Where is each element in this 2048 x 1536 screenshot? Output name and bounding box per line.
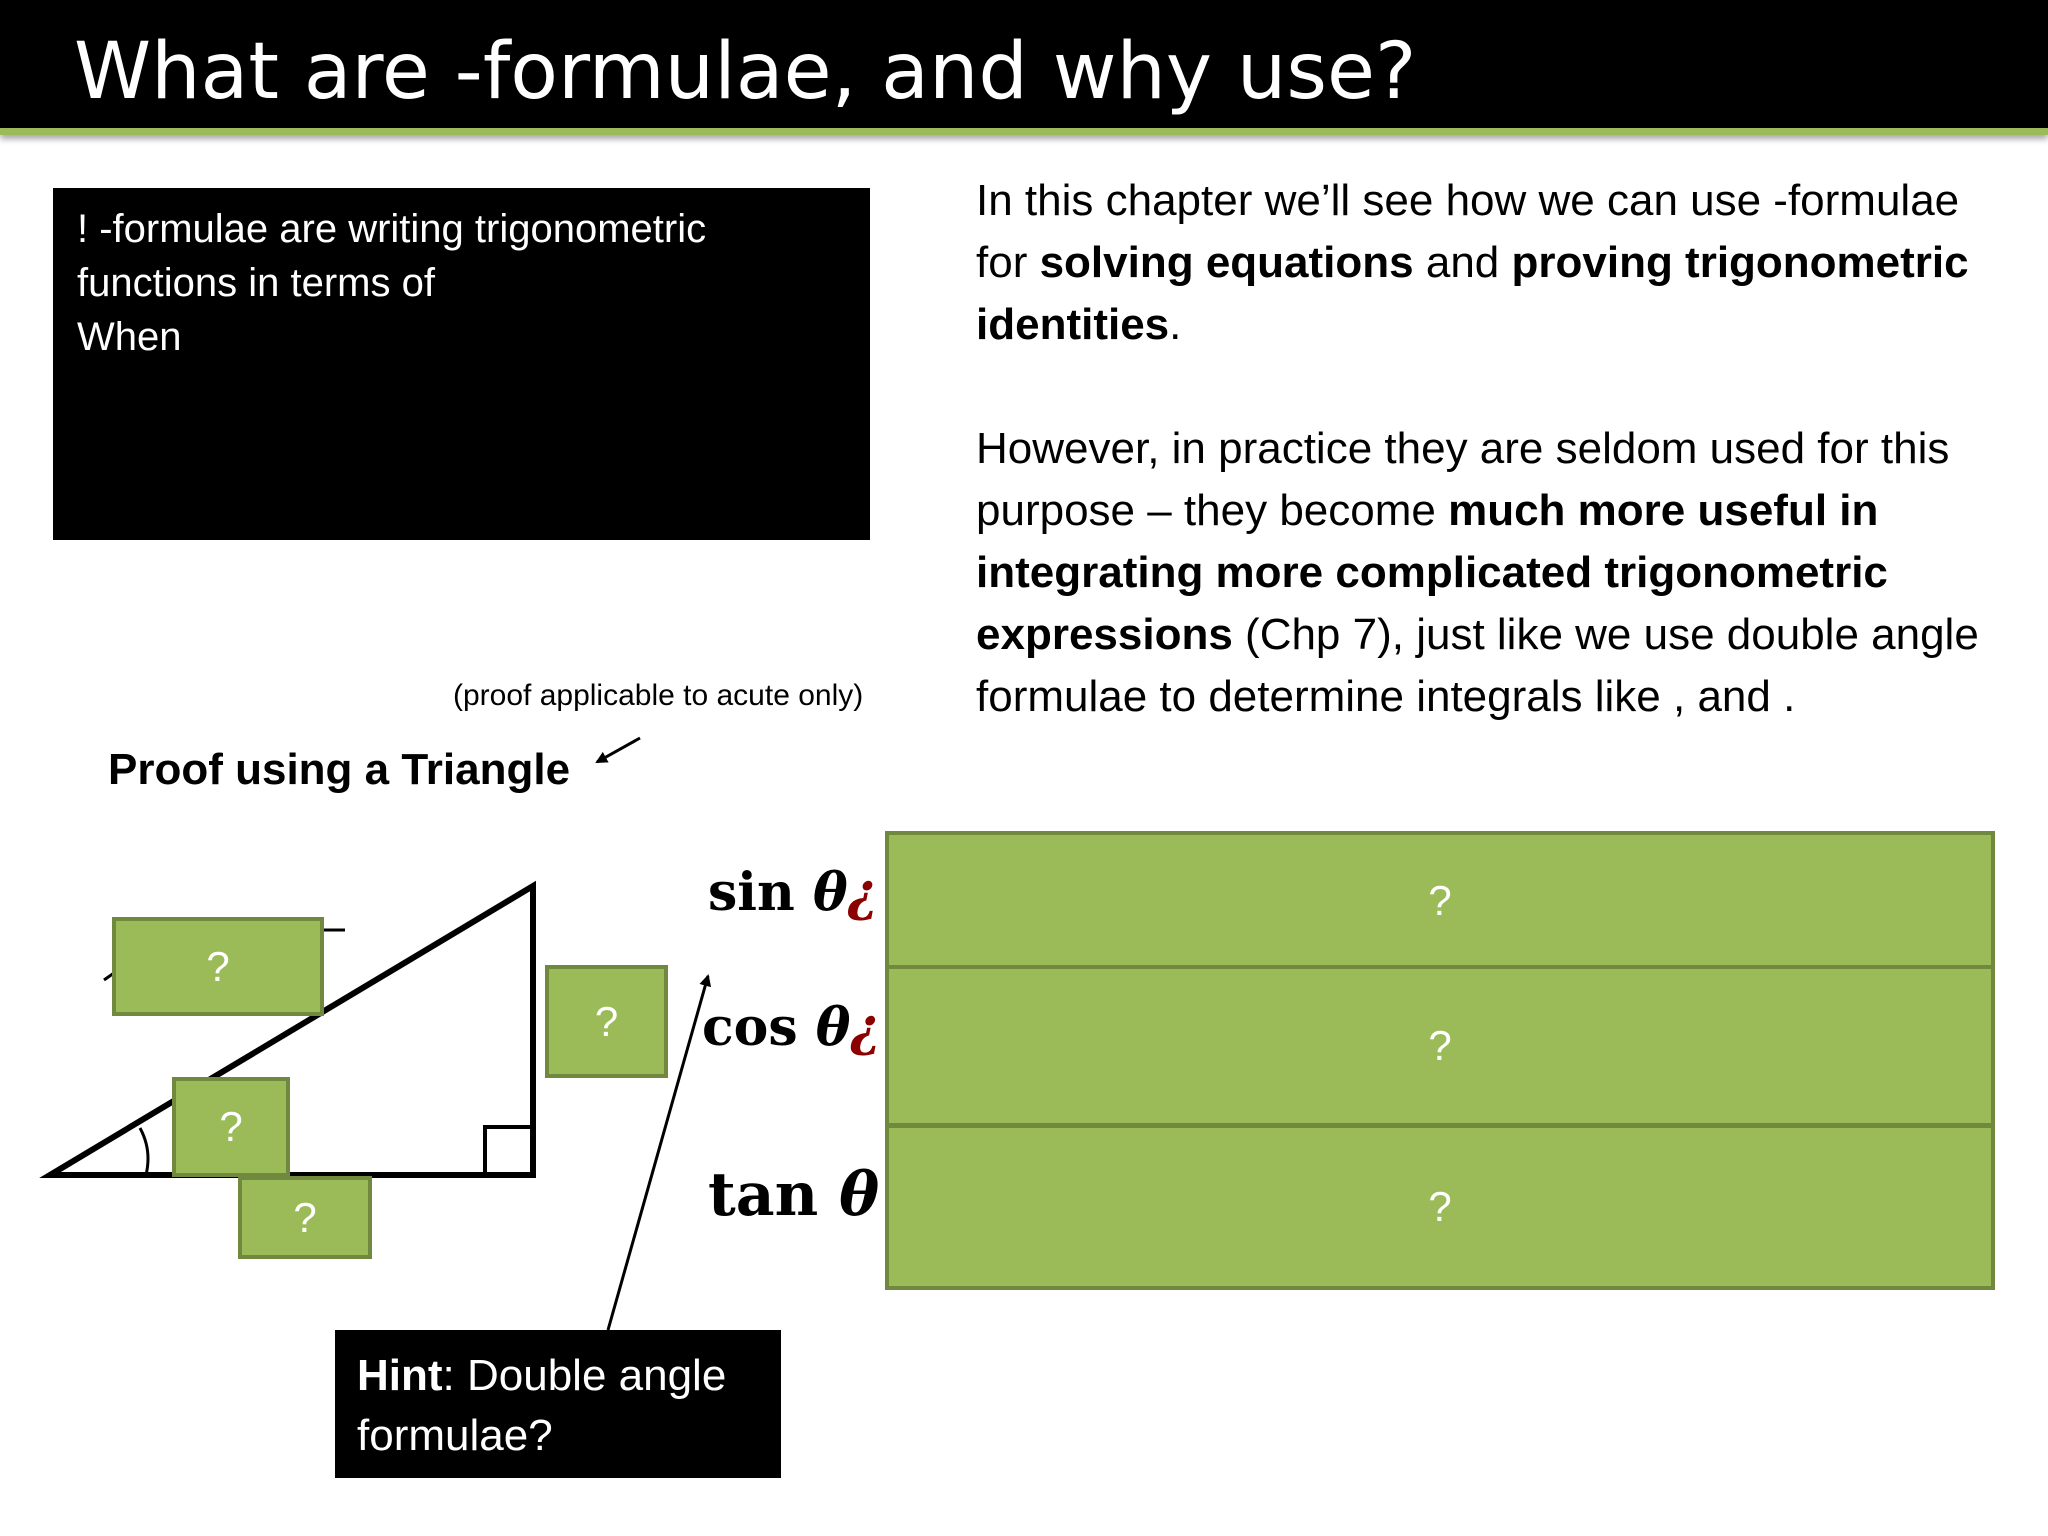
intro-bold-span: much more useful in integrating more complicated trigonometric expressions bbox=[976, 486, 1888, 659]
theta-symbol: θ bbox=[839, 1160, 880, 1230]
sin-theta-label bbox=[708, 862, 878, 923]
note-arrow bbox=[597, 738, 640, 762]
equals-placeholder: ¿ bbox=[850, 997, 881, 1058]
right-angle-marker bbox=[485, 1127, 533, 1175]
hint-text: : Double angle formulae? bbox=[357, 1351, 727, 1460]
theta-symbol: θ bbox=[812, 862, 848, 923]
intro-text-span: However, in practice they are seldom used for this purpose – they become bbox=[976, 424, 1950, 535]
definition-line-2: functions in terms of bbox=[77, 261, 435, 305]
adjacent-label-box[interactable]: ? bbox=[238, 1176, 372, 1259]
cos-answer-box[interactable]: ? bbox=[885, 965, 1995, 1127]
cos-fn-text: cos bbox=[702, 997, 798, 1058]
proof-note: (proof applicable to acute only) bbox=[453, 679, 864, 712]
intro-bold-span: solving equations bbox=[1039, 238, 1414, 287]
angle-label-box[interactable]: ? bbox=[172, 1077, 290, 1177]
sin-answer-box[interactable]: ? bbox=[885, 831, 1995, 971]
tan-theta-label bbox=[708, 1160, 879, 1230]
slide-title: What are -formulae, and why use? bbox=[74, 27, 1417, 117]
equals-placeholder: ¿ bbox=[847, 862, 879, 923]
intro-text-span: . bbox=[1169, 300, 1182, 349]
definition-line-3: When bbox=[77, 315, 182, 359]
intro-text-span: In this chapter we’ll see how we can use -formulae for bbox=[976, 176, 1960, 287]
theta-symbol: θ bbox=[815, 997, 851, 1058]
intro-text-span: and bbox=[1413, 238, 1512, 287]
cos-theta-label bbox=[702, 997, 881, 1058]
hypotenuse-label-box[interactable]: ? bbox=[112, 917, 324, 1016]
proof-heading: Proof using a Triangle bbox=[108, 745, 571, 794]
intro-bold-span: proving trigonometric identities bbox=[976, 238, 1969, 349]
sin-fn-text: sin bbox=[708, 862, 795, 923]
tan-fn-text: tan bbox=[708, 1160, 819, 1230]
intro-text-span: (Chp 7), just like we use double angle formulae to determine integrals like , and . bbox=[976, 610, 1979, 721]
hint-label: Hint bbox=[357, 1351, 443, 1400]
hint-box bbox=[335, 1330, 781, 1478]
definition-line-1: ! -formulae are writing trigonometric bbox=[77, 207, 707, 251]
angle-arc bbox=[140, 1128, 148, 1175]
tan-answer-box[interactable]: ? bbox=[885, 1124, 1995, 1290]
opposite-label-box[interactable]: ? bbox=[545, 965, 668, 1078]
